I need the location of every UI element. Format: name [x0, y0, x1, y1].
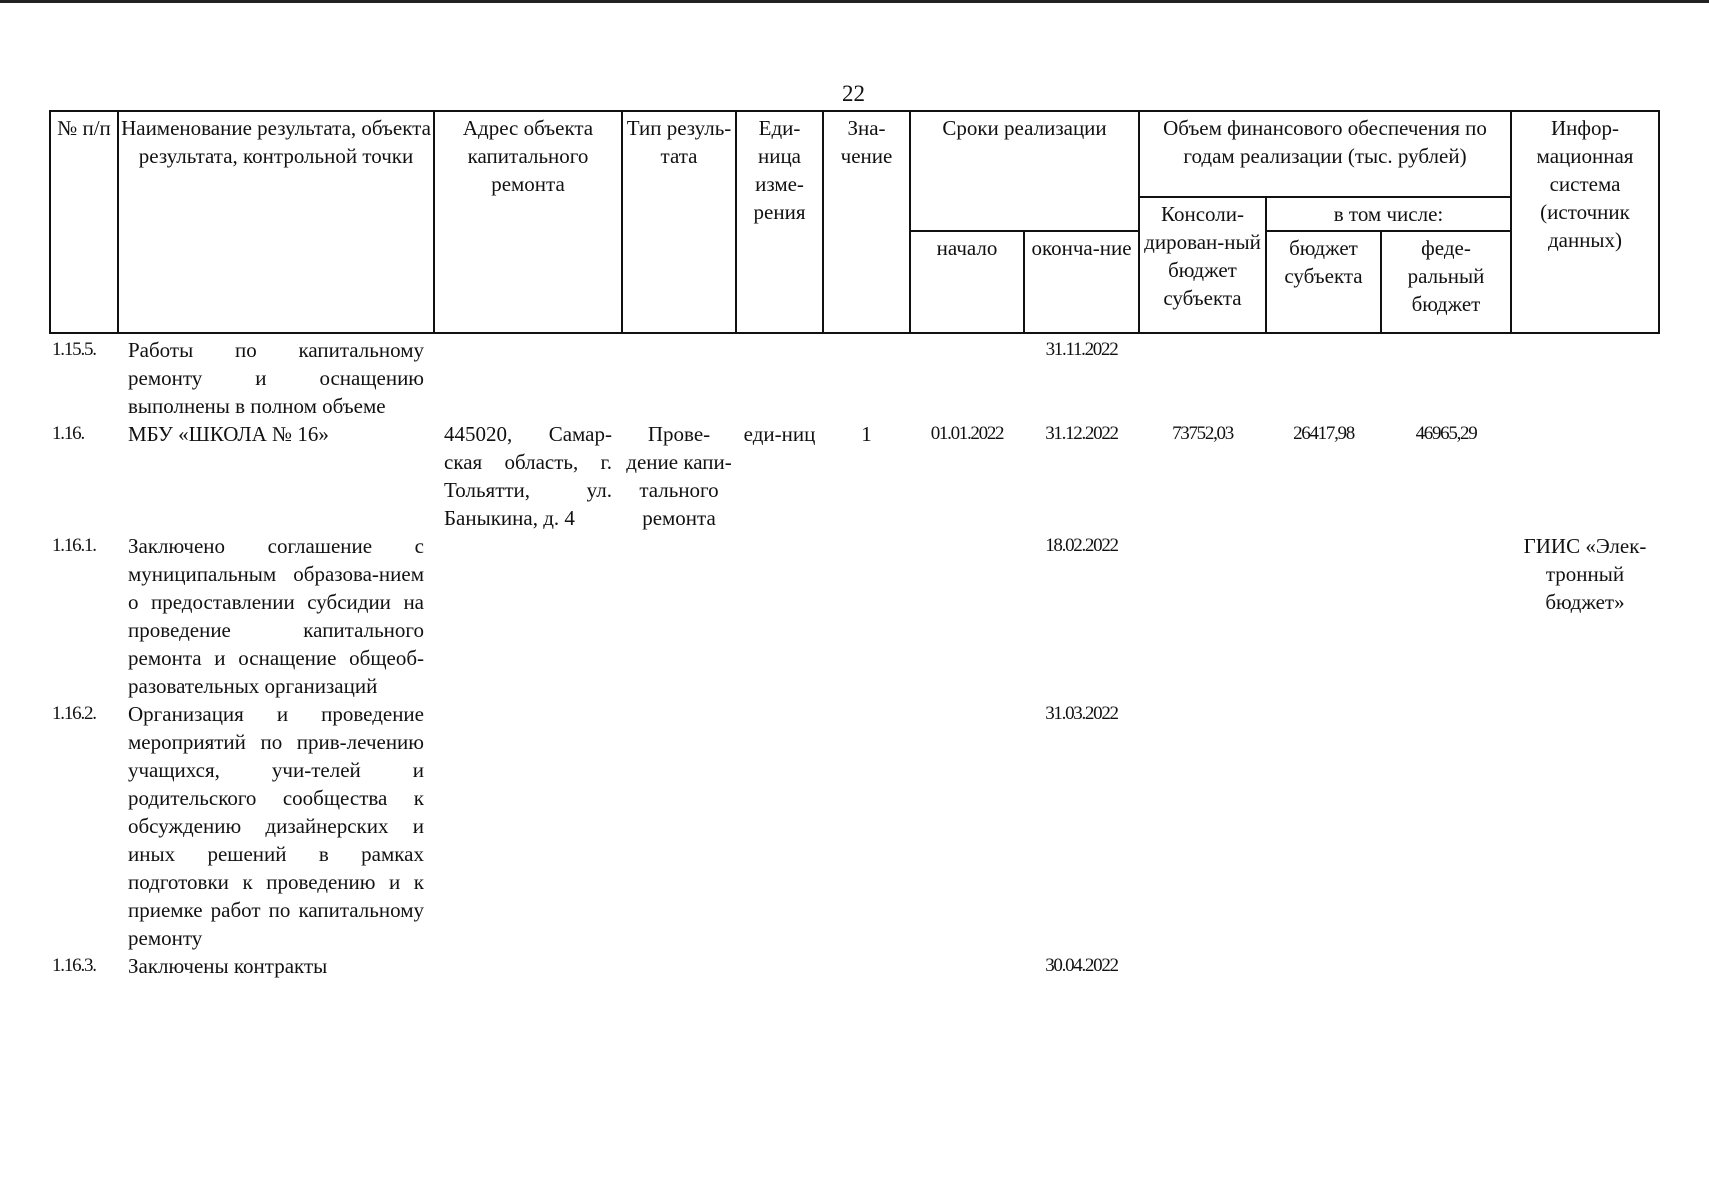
row-type: [622, 952, 736, 980]
row-unit: еди-ниц: [743, 422, 816, 446]
row-consolidated: [1139, 952, 1266, 980]
row-num: 1.16.1.: [52, 535, 96, 556]
row-system: [1511, 952, 1659, 980]
header-address: Адрес объекта капитального ремонта: [434, 111, 622, 333]
row-system: [1511, 333, 1659, 420]
header-name: Наименование результата, объекта результата, контрольной точки: [118, 111, 434, 333]
row-consolidated: 73752,03: [1172, 423, 1233, 444]
row-start: [910, 700, 1024, 952]
row-num: 1.16.: [52, 423, 85, 444]
row-unit: [736, 333, 823, 420]
row-type: [622, 532, 736, 700]
row-subject: 26417,98: [1293, 423, 1354, 444]
header-terms: Сроки реализации: [910, 111, 1139, 231]
row-address: [434, 532, 622, 700]
row-value: [823, 532, 910, 700]
row-subject: [1266, 532, 1381, 700]
header-including: в том числе:: [1266, 197, 1511, 231]
row-system: [1511, 420, 1659, 532]
row-federal: [1381, 333, 1511, 420]
row-value: [823, 952, 910, 980]
row-unit: [736, 532, 823, 700]
row-num: 1.16.3.: [52, 955, 96, 976]
row-subject: [1266, 333, 1381, 420]
row-name: Заключено соглашение с муниципальным образова-нием о предоставлении субсидии на проведение капитального ремонта и оснащение общеоб-разовательных организаций: [128, 534, 424, 698]
row-subject: [1266, 952, 1381, 980]
header-terms-start: начало: [910, 231, 1024, 333]
row-consolidated: [1139, 532, 1266, 700]
header-finance: Объем финансового обеспечения по годам реализации (тыс. рублей): [1139, 111, 1511, 197]
row-federal: 46965,29: [1415, 423, 1477, 444]
page-number: 22: [842, 81, 865, 106]
row-address: 445020, Самар-ская область, г. Тольятти, ул. Баныкина, д. 4: [444, 422, 612, 530]
table-row: [50, 420, 1659, 532]
row-type: [622, 333, 736, 420]
table-row: [50, 952, 1659, 980]
row-address: [434, 333, 622, 420]
row-end: 31.11.2022: [1045, 339, 1118, 360]
row-start: [910, 952, 1024, 980]
row-end: 30.04.2022: [1045, 955, 1118, 976]
table-body: [50, 333, 1659, 980]
header-num: № п/п: [50, 111, 118, 333]
row-end: 31.12.2022: [1045, 423, 1118, 444]
row-address: [434, 700, 622, 952]
row-address: [434, 952, 622, 980]
row-type: [622, 700, 736, 952]
header-value: Зна-чение: [823, 111, 910, 333]
row-name: МБУ «ШКОЛА № 16»: [128, 422, 329, 446]
row-federal: [1381, 700, 1511, 952]
row-subject: [1266, 700, 1381, 952]
row-system: [1511, 700, 1659, 952]
row-name: Заключены контракты: [128, 954, 328, 978]
row-name: Организация и проведение мероприятий по прив-лечению учащихся, учи-телей и родительского сообщества к обсуждению дизайнерских и иных решений в рамках подготовки к проведению и к приемке работ по капитальному ремонту: [128, 702, 424, 950]
table-row: [50, 333, 1659, 420]
row-value: [823, 700, 910, 952]
header-federal-budget: феде-ральный бюджет: [1381, 231, 1511, 333]
row-end: 31.03.2022: [1045, 703, 1118, 724]
header-unit: Еди-ница изме-рения: [736, 111, 823, 333]
row-num: 1.15.5.: [52, 339, 96, 360]
scan-edge: [0, 0, 1709, 3]
row-consolidated: [1139, 333, 1266, 420]
row-start: [910, 532, 1024, 700]
row-num: 1.16.2.: [52, 703, 96, 724]
row-value: 1: [861, 422, 872, 446]
row-name: Работы по капитальному ремонту и оснащению выполнены в полном объеме: [128, 338, 424, 418]
table-row: [50, 532, 1659, 700]
row-start: [910, 333, 1024, 420]
header-info-system: Инфор-мационная система (источник данных): [1511, 111, 1659, 333]
table-header: [50, 111, 1659, 333]
row-value: [823, 333, 910, 420]
results-table: [49, 110, 1660, 980]
row-federal: [1381, 952, 1511, 980]
header-terms-end: оконча-ние: [1024, 231, 1139, 333]
row-federal: [1381, 532, 1511, 700]
row-start: 01.01.2022: [930, 423, 1004, 444]
header-consolidated: Консоли-дирован-ный бюджет субъекта: [1139, 197, 1266, 333]
row-type: Прове-дение капи-тального ремонта: [626, 422, 732, 530]
row-unit: [736, 952, 823, 980]
row-system: ГИИС «Элек-тронный бюджет»: [1523, 534, 1647, 614]
table-row: [50, 700, 1659, 952]
row-consolidated: [1139, 700, 1266, 952]
row-unit: [736, 700, 823, 952]
header-type: Тип резуль-тата: [622, 111, 736, 333]
row-end: 18.02.2022: [1045, 535, 1118, 556]
header-subject-budget: бюджет субъекта: [1266, 231, 1381, 333]
